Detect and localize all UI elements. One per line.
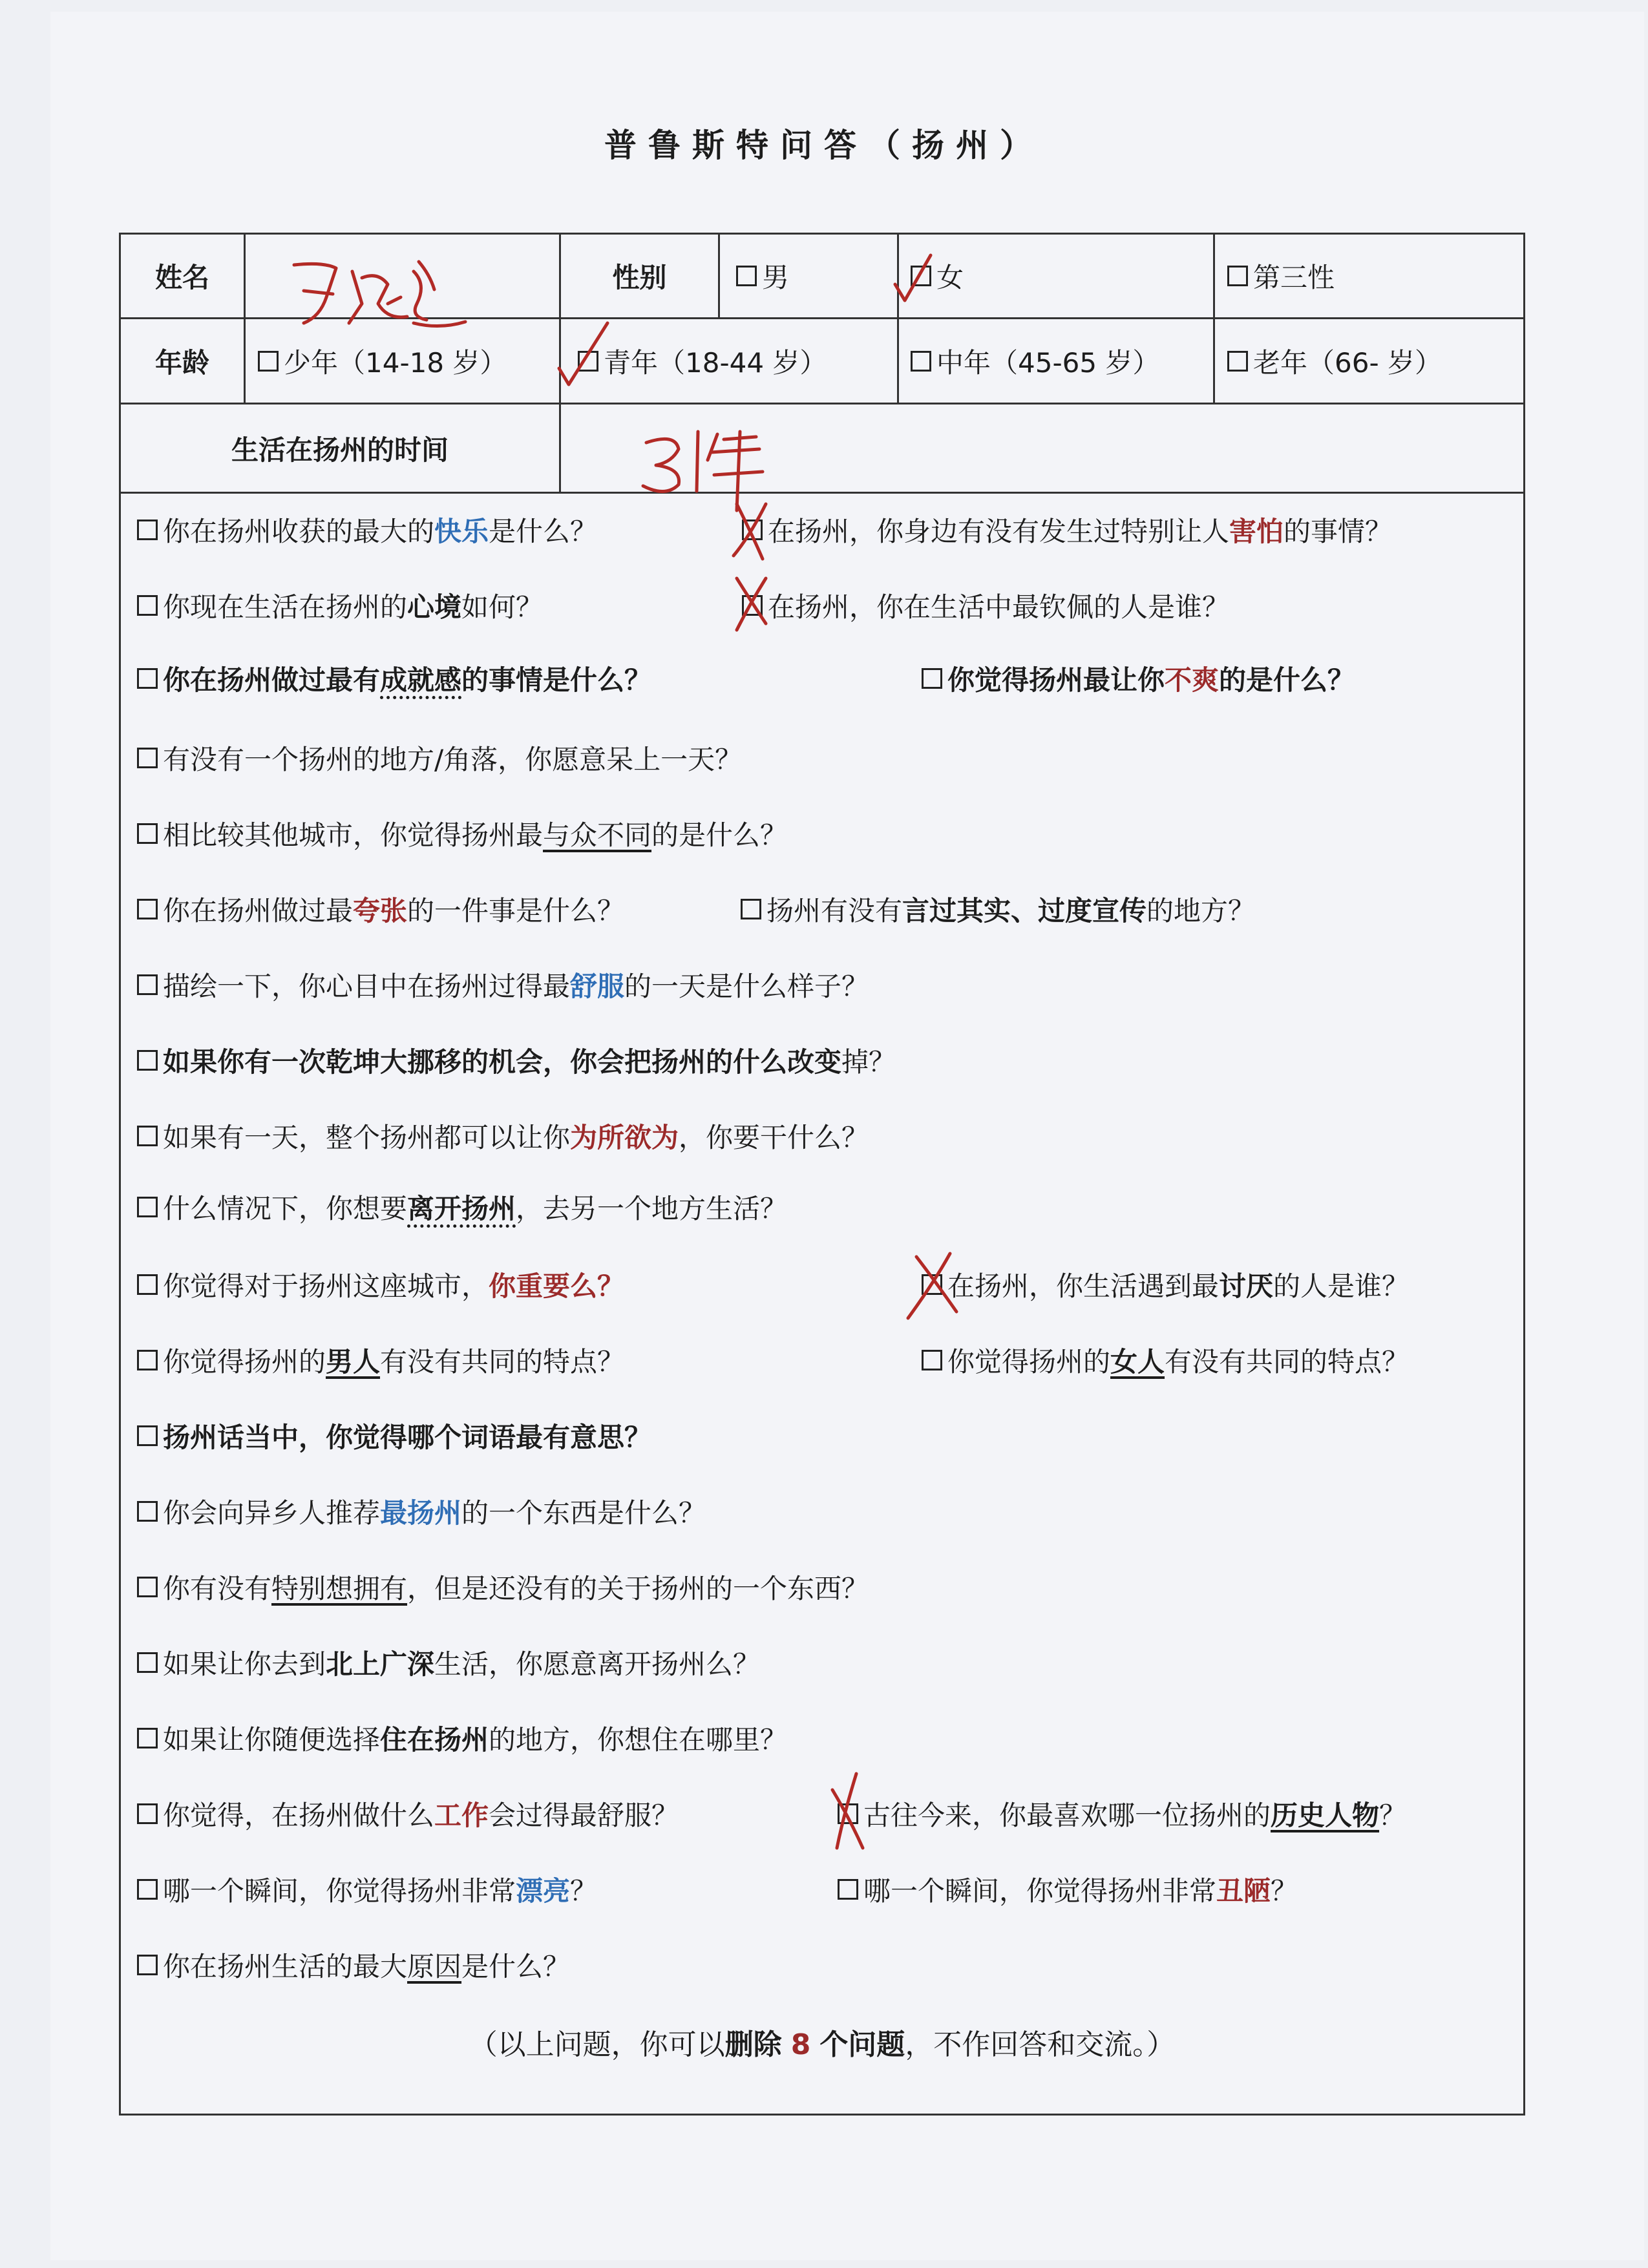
q-text-post: ，你要干什么？	[679, 1122, 869, 1153]
q-text-pre: 你觉得对于扬州这座城市，	[163, 1270, 489, 1302]
footer-keyword-2: 个问题	[819, 2028, 905, 2061]
gender-option-third[interactable]	[1227, 235, 1525, 317]
time-in-yangzhou-field[interactable]	[561, 404, 1525, 492]
q-text-post: 如何？	[461, 591, 544, 623]
question-4[interactable]	[742, 586, 1229, 625]
checkbox[interactable]	[137, 1803, 158, 1824]
q-keyword: 害怕	[1229, 516, 1284, 547]
question-1[interactable]	[137, 510, 597, 549]
q-text-pre: 你觉得扬州最让你	[947, 664, 1165, 696]
checkbox[interactable]	[838, 1803, 858, 1824]
q-text-post: 的人是谁？	[1273, 1270, 1410, 1302]
question-11[interactable]	[137, 965, 869, 1004]
time-in-yangzhou-label: 生活在扬州的时间	[231, 434, 449, 466]
q-keyword: 女人	[1110, 1346, 1165, 1378]
q-text-pre: 如果让你去到	[163, 1648, 326, 1680]
checkbox[interactable]	[258, 351, 279, 372]
q-text-pre: 哪一个瞬间，你觉得扬州非常	[163, 1875, 516, 1907]
checkbox[interactable]	[137, 1955, 158, 1975]
q-text-pre: 如果你有一次乾坤大挪移的机会，你会把扬州的什么	[163, 1046, 788, 1078]
q-text-post: ，但是还没有的关于扬州的一个东西？	[407, 1573, 869, 1604]
q-keyword: 北上广深	[326, 1648, 435, 1680]
q-keyword: 舒服	[570, 971, 625, 1002]
checkbox[interactable]	[1227, 351, 1248, 372]
q-text-pre: 描绘一下，你心目中在扬州过得最	[163, 971, 571, 1002]
q-text-pre: 你在扬州收获的最大的	[163, 516, 435, 547]
age-label: 年龄	[154, 346, 209, 379]
checkbox[interactable]	[911, 266, 931, 286]
question-21[interactable]	[137, 1568, 869, 1606]
question-26[interactable]	[137, 1870, 597, 1909]
footer-keyword: 删除	[724, 2028, 782, 2061]
question-19[interactable]	[137, 1416, 651, 1455]
name-field[interactable]	[246, 235, 559, 317]
option-label: 少年（14-18 岁）	[284, 346, 507, 379]
q-text-post: 的地方，你想住在哪里？	[489, 1724, 788, 1756]
question-16[interactable]	[922, 1265, 1409, 1304]
option-label: 青年（18-44 岁）	[604, 346, 827, 379]
q-text-pre: 你会向异乡人推荐	[163, 1497, 381, 1529]
question-13[interactable]	[137, 1117, 869, 1155]
q-text: 有没有一个扬州的地方/角落，你愿意呆上一天？	[163, 744, 743, 775]
question-7[interactable]	[137, 739, 742, 777]
q-text-pre: 扬州有没有	[766, 895, 903, 927]
q-text-pre: 你现在生活在扬州的	[163, 591, 408, 623]
q-keyword: 夸张	[353, 895, 408, 927]
checkbox[interactable]	[137, 1879, 158, 1900]
gender-option-female[interactable]	[911, 235, 1213, 317]
q-text-post: 会过得最舒服？	[489, 1800, 679, 1831]
q-text-post: 的地方？	[1146, 895, 1256, 927]
q-keyword: 住在扬州	[380, 1724, 489, 1756]
question-12[interactable]	[137, 1041, 896, 1080]
q-text-pre: 在扬州，你生活遇到最	[947, 1270, 1220, 1302]
q-text-post: ，去另一个地方生活？	[516, 1193, 788, 1224]
q-text-post: ？	[570, 1875, 598, 1907]
question-25[interactable]	[838, 1794, 1406, 1833]
option-label: 男	[762, 262, 790, 293]
q-keyword: 与众不同	[543, 819, 652, 851]
footer-number: 8	[790, 2028, 811, 2061]
q-text-pre: 古往今来，你最喜欢哪一位扬州的	[863, 1800, 1271, 1831]
grid-line	[718, 235, 720, 317]
q-text-pre: 什么情况下，你想要	[163, 1193, 408, 1224]
question-27[interactable]	[838, 1870, 1298, 1909]
option-label: 中年（45-65 岁）	[936, 346, 1160, 379]
q-keyword: 离开扬州	[407, 1193, 516, 1224]
age-option-middle[interactable]	[911, 319, 1213, 403]
q-keyword: 快乐	[434, 516, 489, 547]
q-text-post: 有没有共同的特点？	[1165, 1346, 1410, 1378]
checkbox[interactable]	[578, 351, 598, 372]
grid-line	[121, 492, 1525, 494]
q-keyword: 成就感	[380, 664, 462, 696]
checkbox[interactable]	[137, 1728, 158, 1748]
checkbox[interactable]	[137, 823, 158, 844]
question-15[interactable]	[137, 1265, 624, 1304]
q-text-post: ？	[1379, 1800, 1407, 1831]
q-text-pre: 相比较其他城市，你觉得扬州最	[163, 819, 544, 851]
q-keyword: 漂亮	[516, 1875, 571, 1907]
q-keyword: 言过其实、过度宣传	[902, 895, 1147, 927]
q-text-post: 的事情？	[1284, 516, 1393, 547]
question-10[interactable]	[741, 890, 1255, 929]
q-text-post: 掉？	[841, 1046, 896, 1078]
option-label: 老年（66- 岁）	[1253, 346, 1442, 379]
age-option-youth[interactable]	[578, 319, 897, 403]
checkbox[interactable]	[137, 595, 158, 616]
q-keyword: 最扬州	[380, 1497, 462, 1529]
checkbox[interactable]	[137, 1425, 158, 1446]
footer-note	[119, 2021, 1525, 2063]
q-text-pre: 你觉得扬州的	[163, 1346, 326, 1378]
question-24[interactable]	[137, 1794, 679, 1833]
question-17[interactable]	[137, 1341, 624, 1380]
checkbox[interactable]	[742, 520, 763, 540]
q-text-post: 的是什么？	[1219, 664, 1355, 696]
question-23[interactable]	[137, 1719, 787, 1758]
q-text-pre: 你在扬州生活的最大	[163, 1951, 408, 1982]
q-text-post: 的是什么？	[651, 819, 788, 851]
checkbox[interactable]	[137, 1350, 158, 1370]
grid-line	[897, 235, 899, 403]
q-text-post: 的一天是什么样子？	[624, 971, 869, 1002]
q-text-post: 生活，你愿意离开扬州么？	[434, 1648, 761, 1680]
checkbox[interactable]	[922, 1274, 942, 1295]
checkbox[interactable]	[137, 1197, 158, 1217]
checkbox[interactable]	[838, 1879, 858, 1900]
name-label: 姓名	[154, 262, 209, 293]
q-text-pre: 在扬州，你身边有没有发生过特别让人	[768, 516, 1230, 547]
checkbox[interactable]	[137, 1050, 158, 1071]
checkbox[interactable]	[137, 1577, 158, 1597]
q-text-post: 当中，你觉得哪个词语最有意思？	[244, 1422, 652, 1453]
option-label: 女	[936, 262, 964, 293]
q-text-post: 的一件事是什么？	[407, 895, 625, 927]
q-keyword: 工作	[434, 1800, 489, 1831]
question-22[interactable]	[137, 1643, 760, 1682]
q-text-pre: 如果让你随便选择	[163, 1724, 381, 1756]
checkbox[interactable]	[1227, 266, 1248, 286]
checkbox[interactable]	[137, 668, 158, 689]
checkbox[interactable]	[137, 748, 158, 768]
q-text-pre: 你在扬州做过最	[163, 895, 354, 927]
q-text-post: 的事情是什么？	[461, 664, 652, 696]
gender-label: 性别	[612, 262, 667, 293]
question-6[interactable]	[922, 659, 1355, 698]
checkbox[interactable]	[137, 1126, 158, 1146]
footer-post: ，不作回答和交流。）	[905, 2028, 1176, 2061]
question-18[interactable]	[922, 1341, 1409, 1380]
q-text-post: ？	[1271, 1875, 1298, 1907]
q-keyword: 历史人物	[1271, 1800, 1380, 1831]
q-text-pre: 如果有一天，整个扬州都可以让你	[163, 1122, 571, 1153]
question-5[interactable]	[137, 659, 651, 698]
checkbox[interactable]	[741, 899, 761, 919]
question-28[interactable]	[137, 1946, 570, 1984]
q-text-pre: 你觉得扬州的	[947, 1346, 1111, 1378]
q-keyword: 心境	[407, 591, 462, 623]
grid-line	[1213, 235, 1215, 403]
checkbox[interactable]	[137, 1652, 158, 1673]
q-text-post: 的一个东西是什么？	[461, 1497, 706, 1529]
q-text-post: 是什么？	[461, 1951, 571, 1982]
checkbox[interactable]	[137, 1501, 158, 1522]
q-text-pre: 你有没有	[163, 1573, 272, 1604]
gender-option-male[interactable]	[736, 235, 897, 317]
q-text-pre: 你觉得，在扬州做什么	[163, 1800, 435, 1831]
q-text: 在扬州，你在生活中最钦佩的人是谁？	[768, 591, 1230, 623]
question-9[interactable]	[137, 890, 624, 929]
q-text-pre: 哪一个瞬间，你觉得扬州非常	[863, 1875, 1217, 1907]
q-keyword: 丑陋	[1216, 1875, 1271, 1907]
q-keyword: 为所欲为	[570, 1122, 679, 1153]
question-14[interactable]	[137, 1188, 787, 1226]
q-keyword: 扬州话	[163, 1422, 245, 1453]
checkbox[interactable]	[922, 1350, 942, 1370]
q-keyword: 讨厌	[1219, 1270, 1274, 1302]
option-label: 第三性	[1253, 262, 1335, 293]
q-text-post: 是什么？	[489, 516, 598, 547]
q-keyword: 男人	[326, 1346, 381, 1378]
q-keyword: 原因	[407, 1951, 462, 1982]
checkbox[interactable]	[911, 351, 931, 372]
checkbox[interactable]	[922, 668, 942, 689]
footer-pre: （以上问题，你可以	[469, 2028, 725, 2061]
age-option-senior[interactable]	[1227, 319, 1525, 403]
checkbox[interactable]	[137, 1274, 158, 1295]
question-2[interactable]	[742, 510, 1392, 549]
checkbox[interactable]	[137, 899, 158, 919]
q-keyword: 改变	[787, 1046, 842, 1078]
question-3[interactable]	[137, 586, 543, 625]
question-8[interactable]	[137, 814, 787, 853]
checkbox[interactable]	[137, 520, 158, 540]
q-keyword: 你重要么？	[489, 1270, 625, 1302]
q-keyword: 特别想拥有	[271, 1573, 408, 1604]
q-text-pre: 你在扬州做过最有	[163, 664, 381, 696]
q-keyword: 不爽	[1165, 664, 1220, 696]
checkbox[interactable]	[742, 595, 763, 616]
age-option-teen[interactable]	[258, 319, 559, 403]
checkbox[interactable]	[736, 266, 757, 286]
q-text-post: 有没有共同的特点？	[380, 1346, 625, 1378]
question-20[interactable]	[137, 1492, 706, 1531]
checkbox[interactable]	[137, 974, 158, 995]
page-title: 普鲁斯特问答（扬州）	[604, 126, 1044, 164]
